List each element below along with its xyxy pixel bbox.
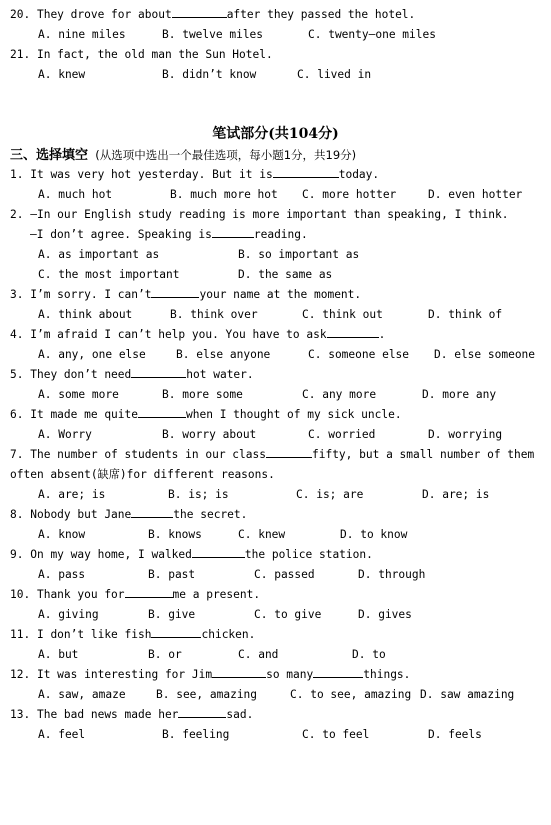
- option-a[interactable]: A. as important as: [38, 248, 160, 261]
- question-4: [0, 325, 551, 345]
- option-d[interactable]: D. to know: [340, 528, 408, 541]
- option-d[interactable]: D. the same as: [238, 268, 333, 281]
- section-instructions: (从选项中选出一个最佳选项，每小题1分，共19分): [95, 148, 357, 162]
- question-20: [0, 5, 551, 25]
- option-b[interactable]: B. worry about: [162, 428, 257, 441]
- option-a[interactable]: A. feel: [38, 728, 86, 741]
- question-stem: I don’t like fish: [36, 628, 152, 641]
- answer-blank[interactable]: [151, 285, 199, 298]
- question-stem: Nobody but Jane: [30, 508, 132, 521]
- option-c[interactable]: C. passed: [254, 568, 315, 581]
- question-9: [0, 545, 551, 565]
- answer-blank[interactable]: [172, 5, 227, 18]
- option-a[interactable]: A. nine miles: [38, 28, 126, 41]
- question-stem: It was interesting for Jim: [36, 668, 213, 681]
- question-5-options: [0, 385, 551, 405]
- question-stem: I’m sorry. I can’t: [30, 288, 152, 301]
- answer-blank[interactable]: [131, 365, 186, 378]
- answer-blank[interactable]: [125, 585, 173, 598]
- question-21: [0, 45, 551, 65]
- question-6: [0, 405, 551, 425]
- option-b[interactable]: B. past: [148, 568, 196, 581]
- option-c[interactable]: C. lived in: [297, 68, 372, 81]
- question-stem-end: me a present.: [172, 588, 261, 601]
- question-number: 12.: [10, 668, 31, 681]
- option-b[interactable]: B. feeling: [162, 728, 230, 741]
- question-stem: They drove for about: [36, 8, 172, 21]
- option-a[interactable]: A. think about: [38, 308, 133, 321]
- question-8-options: [0, 525, 551, 545]
- question-6-options: [0, 425, 551, 445]
- option-a[interactable]: A. giving: [38, 608, 99, 621]
- question-21-options: [0, 65, 551, 85]
- question-number: 2.: [10, 208, 24, 221]
- question-stem-middle: so many: [266, 668, 314, 681]
- option-b[interactable]: B. think over: [170, 308, 258, 321]
- option-a[interactable]: A. know: [38, 528, 86, 541]
- question-stem: The number of students in our class: [30, 448, 266, 461]
- question-13: [0, 705, 551, 725]
- question-10: [0, 585, 551, 605]
- question-stem: I’m afraid I can’t help you. You have to ask: [30, 328, 327, 341]
- option-d[interactable]: D. worrying: [428, 428, 503, 441]
- question-3: [0, 285, 551, 305]
- option-c[interactable]: C. is; are: [296, 488, 364, 501]
- question-number: 11.: [10, 628, 31, 641]
- question-11-options: [0, 645, 551, 665]
- question-stem: It was very hot yesterday. But it is: [30, 168, 273, 181]
- option-d[interactable]: D. to: [352, 648, 386, 661]
- answer-blank[interactable]: [178, 705, 226, 718]
- answer-blank[interactable]: [212, 225, 254, 238]
- option-c[interactable]: C. twenty—one miles: [308, 28, 436, 41]
- question-stem-end: sad.: [226, 708, 254, 721]
- question-stem-end: things.: [363, 668, 411, 681]
- option-d[interactable]: D. are; is: [422, 488, 490, 501]
- section-heading: [10, 145, 356, 165]
- question-11: [0, 625, 551, 645]
- question-number: 9.: [10, 548, 24, 561]
- option-b[interactable]: B. is; is: [168, 488, 229, 501]
- option-d[interactable]: D. gives: [358, 608, 412, 621]
- answer-blank[interactable]: [138, 405, 186, 418]
- option-b[interactable]: B. so important as: [238, 248, 360, 261]
- question-stem-end: today.: [338, 168, 380, 181]
- option-d[interactable]: D. through: [358, 568, 426, 581]
- option-c[interactable]: C. to feel: [302, 728, 370, 741]
- question-number: 8.: [10, 508, 24, 521]
- question-stem: It made me quite: [30, 408, 139, 421]
- question-number: 13.: [10, 708, 31, 721]
- option-c[interactable]: C. more hotter: [302, 188, 397, 201]
- option-c[interactable]: C. the most important: [38, 268, 180, 281]
- question-stem-end: your name at the moment.: [199, 288, 362, 301]
- question-13-options: [0, 725, 551, 745]
- answer-blank-1[interactable]: [212, 665, 266, 678]
- option-c[interactable]: C. and: [238, 648, 279, 661]
- question-7-options: [0, 485, 551, 505]
- question-stem: Thank you for: [36, 588, 125, 601]
- option-c[interactable]: C. any more: [302, 388, 377, 401]
- question-stem-continued: —I don’t agree. Speaking is: [30, 228, 212, 241]
- option-a[interactable]: A. any, one else: [38, 348, 146, 361]
- option-d[interactable]: D. even hotter: [428, 188, 523, 201]
- question-stem-end: after they passed the hotel.: [226, 8, 416, 21]
- option-c[interactable]: C. knew: [238, 528, 286, 541]
- option-d[interactable]: D. more any: [422, 388, 497, 401]
- option-b[interactable]: B. knows: [148, 528, 202, 541]
- answer-blank[interactable]: [131, 505, 173, 518]
- question-number: 5.: [10, 368, 24, 381]
- option-b[interactable]: B. didn’t know: [162, 68, 257, 81]
- option-c[interactable]: C. to give: [254, 608, 322, 621]
- answer-blank[interactable]: [266, 445, 312, 458]
- question-stem: The bad news made her: [36, 708, 179, 721]
- question-9-options: [0, 565, 551, 585]
- question-5: [0, 365, 551, 385]
- question-number: 6.: [10, 408, 24, 421]
- question-number: 1.: [10, 168, 24, 181]
- option-d[interactable]: D. think of: [428, 308, 503, 321]
- section-title: 三、选择填空: [10, 148, 89, 163]
- question-stem-end: the police station.: [244, 548, 373, 561]
- written-part-title: 笔试部分(共104分): [212, 126, 339, 142]
- question-2-options-row2: [0, 265, 551, 285]
- question-stem-end: when I thought of my sick uncle.: [186, 408, 402, 421]
- question-number: 21.: [10, 48, 31, 61]
- answer-blank-2[interactable]: [313, 665, 363, 678]
- question-7-continued: [0, 465, 551, 485]
- question-number: 7.: [10, 448, 24, 461]
- option-b[interactable]: B. or: [148, 648, 182, 661]
- option-c[interactable]: C. think out: [302, 308, 383, 321]
- option-a[interactable]: A. are; is: [38, 488, 106, 501]
- question-10-options: [0, 605, 551, 625]
- question-stem: On my way home, I walked: [30, 548, 192, 561]
- option-a[interactable]: A. but: [38, 648, 79, 661]
- option-a[interactable]: A. Worry: [38, 428, 92, 441]
- question-8: [0, 505, 551, 525]
- question-12-options: [0, 685, 551, 705]
- option-a[interactable]: A. knew: [38, 68, 86, 81]
- question-stem-end: fifty, but a small number of them: [311, 448, 535, 461]
- question-stem-end: chicken.: [201, 628, 256, 641]
- option-c[interactable]: C. someone else: [308, 348, 410, 361]
- question-stem: They don’t need: [30, 368, 132, 381]
- question-7: [0, 445, 551, 465]
- question-stem: In fact, the old man the Sun Hotel.: [36, 48, 273, 61]
- option-b[interactable]: B. else anyone: [176, 348, 271, 361]
- question-number: 20.: [10, 8, 31, 21]
- question-number: 4.: [10, 328, 24, 341]
- option-d[interactable]: D. else someone: [434, 348, 536, 361]
- question-2: [0, 205, 551, 225]
- question-stem-end: hot water.: [186, 368, 254, 381]
- question-20-options: [0, 25, 551, 45]
- question-number: 3.: [10, 288, 24, 301]
- option-a[interactable]: A. much hot: [38, 188, 113, 201]
- question-2-reply: [0, 225, 551, 245]
- option-c[interactable]: C. to see, amazing: [290, 688, 412, 701]
- option-a[interactable]: A. saw, amaze: [38, 688, 126, 701]
- option-c[interactable]: C. worried: [308, 428, 376, 441]
- question-1-options: [0, 185, 551, 205]
- question-4-options: [0, 345, 551, 365]
- answer-blank[interactable]: [151, 625, 201, 638]
- option-b[interactable]: B. twelve miles: [162, 28, 264, 41]
- option-b[interactable]: B. see, amazing: [156, 688, 258, 701]
- answer-blank[interactable]: [192, 545, 245, 558]
- option-b[interactable]: B. give: [148, 608, 196, 621]
- question-stem-continued: often absent(缺席)for different reasons.: [10, 468, 275, 481]
- question-stem-end: reading.: [253, 228, 308, 241]
- question-stem: —In our English study reading is more important than speaking, I think.: [30, 208, 509, 221]
- question-1: [0, 165, 551, 185]
- answer-blank[interactable]: [327, 325, 379, 338]
- option-b[interactable]: B. much more hot: [170, 188, 278, 201]
- option-d[interactable]: D. saw amazing: [420, 688, 515, 701]
- question-number: 10.: [10, 588, 31, 601]
- question-2-options-row1: [0, 245, 551, 265]
- question-3-options: [0, 305, 551, 325]
- option-a[interactable]: A. some more: [38, 388, 119, 401]
- option-a[interactable]: A. pass: [38, 568, 86, 581]
- option-b[interactable]: B. more some: [162, 388, 243, 401]
- question-stem-end: the secret.: [173, 508, 248, 521]
- answer-blank[interactable]: [273, 165, 339, 178]
- question-12: [0, 665, 551, 685]
- question-stem-end: .: [378, 328, 386, 341]
- option-d[interactable]: D. feels: [428, 728, 482, 741]
